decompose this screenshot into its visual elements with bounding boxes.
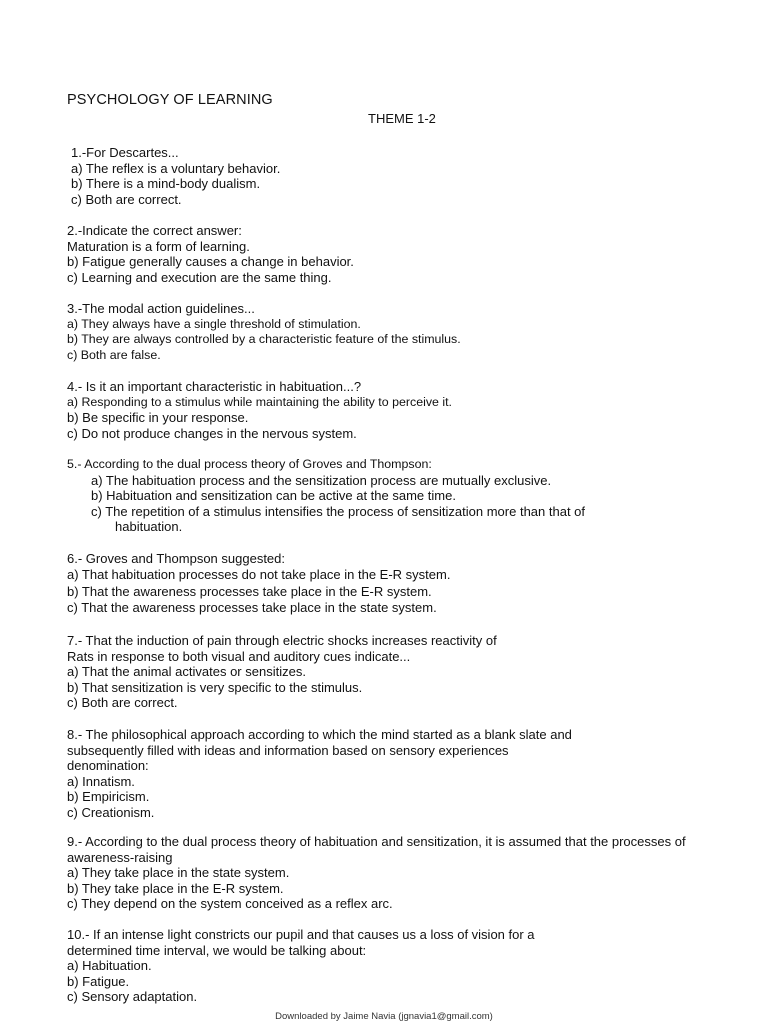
answer-option-a: a) They take place in the state system. <box>67 865 290 880</box>
question-4 <box>67 379 452 441</box>
answer-option-c: c) Do not produce changes in the nervous system. <box>67 425 357 441</box>
answer-option-c: c) Both are false. <box>67 347 161 362</box>
answer-option-b: b) That the awareness processes take place in the E-R system. <box>67 584 432 599</box>
answer-option-c: c) Both are correct. <box>67 695 178 710</box>
question-stem: 6.- Groves and Thompson suggested: <box>67 551 285 566</box>
question-stem-line-2: awareness-raising <box>67 849 173 865</box>
answer-option-b: b) Fatigue generally causes a change in behavior. <box>67 254 354 269</box>
answer-option-c-continued: habituation. <box>115 519 183 534</box>
answer-option-b: b) Habituation and sensitization can be active at the same time. <box>91 488 456 503</box>
answer-option-c: c) The repetition of a stimulus intensifies the process of sensitization more than that of <box>91 503 586 519</box>
answer-option-a: a) They always have a single threshold of stimulation. <box>67 316 361 331</box>
answer-option-a: a) Habituation. <box>67 958 152 973</box>
answer-option-a: a) That habituation processes do not take place in the E-R system. <box>67 566 451 582</box>
answer-option-b: b) Be specific in your response. <box>67 410 249 425</box>
question-9 <box>67 834 686 912</box>
question-stem: 7.- That the induction of pain through electric shocks increases reactivity of <box>67 633 497 648</box>
answer-option-b: b) There is a mind-body dualism. <box>71 176 261 191</box>
answer-option-c: c) They depend on the system conceived as a reflex arc. <box>67 896 393 911</box>
answer-option-c: c) Sensory adaptation. <box>67 989 198 1004</box>
answer-option-c: c) Creationism. <box>67 804 155 820</box>
answer-option-c: c) Both are correct. <box>71 191 182 207</box>
answer-option-a: a) Responding to a stimulus while maintaining the ability to perceive it. <box>67 394 452 409</box>
download-footer: Downloaded by Jaime Navia (jgnavia1@gmail.com) <box>275 1011 493 1022</box>
answer-option-a: a) That the animal activates or sensitizes. <box>67 664 306 679</box>
answer-option-a: a) The habituation process and the sensitization process are mutually exclusive. <box>91 472 552 488</box>
answer-option-a: Maturation is a form of learning. <box>67 238 250 254</box>
question-3 <box>67 301 461 363</box>
question-10 <box>67 927 535 1005</box>
question-1 <box>67 145 280 207</box>
answer-option-b: b) Empiricism. <box>67 789 150 804</box>
answer-option-a: a) Innatism. <box>67 773 135 789</box>
answer-option-c: c) That the awareness processes take place in the state system. <box>67 599 437 615</box>
question-8 <box>67 727 572 820</box>
question-stem: 2.-Indicate the correct answer: <box>67 223 242 238</box>
answer-option-b: b) They are always controlled by a characteristic feature of the stimulus. <box>67 332 461 346</box>
question-stem: 10.- If an intense light constricts our pupil and that causes us a loss of vision for a <box>67 927 535 942</box>
question-7 <box>67 633 497 711</box>
page-title: PSYCHOLOGY OF LEARNING <box>67 92 273 108</box>
answer-option-b: b) They take place in the E-R system. <box>67 880 284 896</box>
question-stem-line-2: Rats in response to both visual and auditory cues indicate... <box>67 648 411 664</box>
answer-option-b: b) Fatigue. <box>67 973 130 989</box>
question-stem-line-2: determined time interval, we would be talking about: <box>67 942 367 958</box>
answer-option-a: a) The reflex is a voluntary behavior. <box>71 160 281 176</box>
question-2 <box>67 223 354 285</box>
question-stem: 5.- According to the dual process theory of Groves and Thompson: <box>67 457 432 471</box>
question-stem: 3.-The modal action guidelines... <box>67 301 255 316</box>
question-6 <box>67 551 450 615</box>
question-stem: 4.- Is it an important characteristic in habituation...? <box>67 379 362 394</box>
answer-option-b: b) That sensitization is very specific to the stimulus. <box>67 679 363 695</box>
question-stem: 8.- The philosophical approach according to which the mind started as a blank slate and <box>67 727 572 742</box>
question-stem: 1.-For Descartes... <box>71 145 179 160</box>
question-stem-line-2: subsequently filled with ideas and information based on sensory experiences <box>67 742 509 758</box>
question-5 <box>67 457 585 535</box>
answer-option-c: c) Learning and execution are the same thing. <box>67 269 332 285</box>
page-subtitle: THEME 1-2 <box>368 111 436 126</box>
question-stem-line-3: denomination: <box>67 758 149 773</box>
question-stem: 9.- According to the dual process theory of habituation and sensitization, it is assumed that the processes of <box>67 834 686 849</box>
